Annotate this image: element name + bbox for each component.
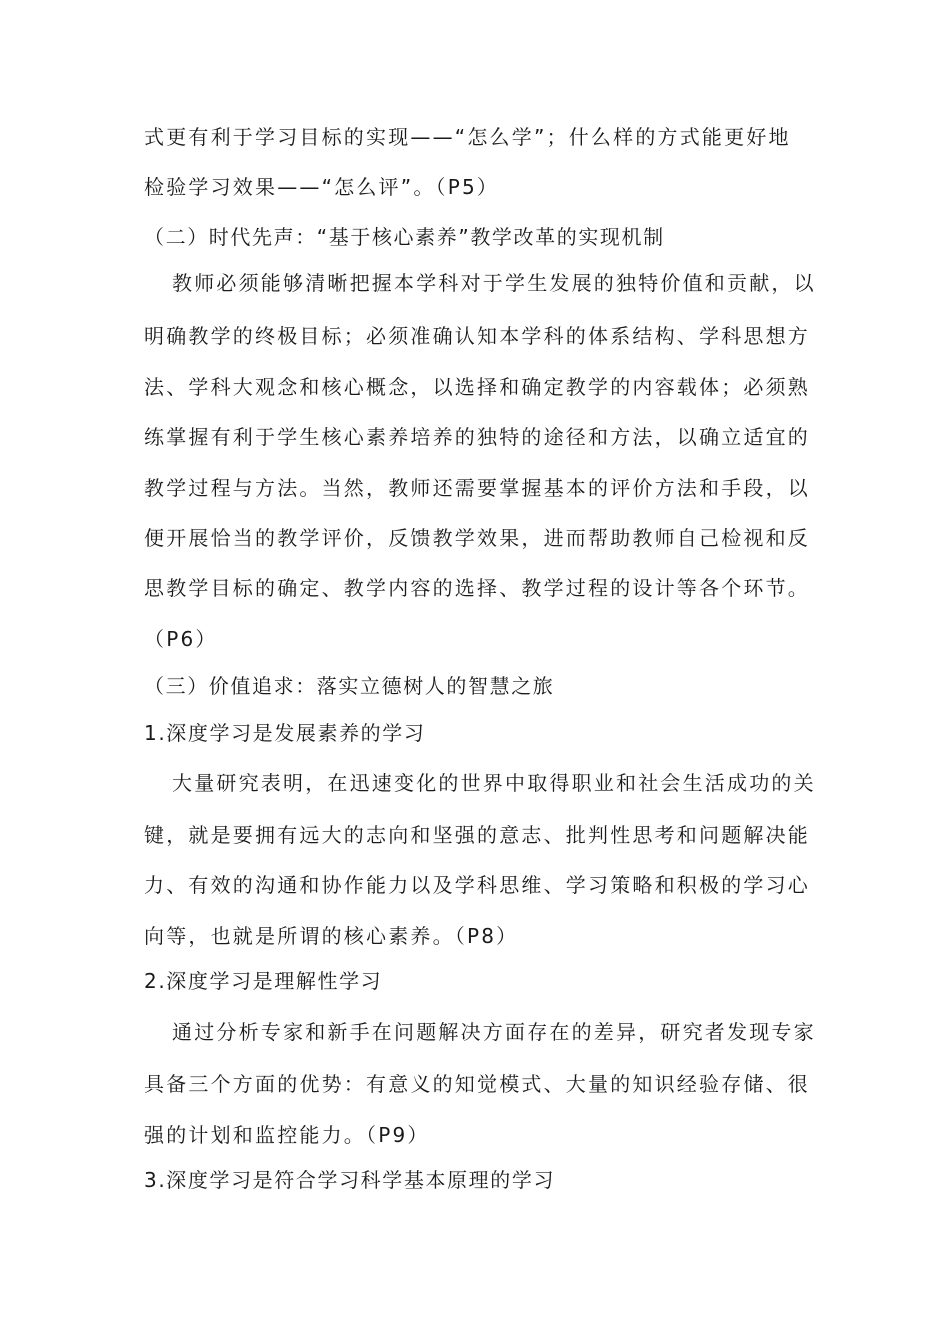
body-text-line: 键，就是要拥有远大的志向和坚强的意志、批判性思考和问题解决能 xyxy=(144,823,810,847)
body-text-line: 向等，也就是所谓的核心素养。（P8） xyxy=(144,924,519,948)
body-text-line: 大量研究表明，在迅速变化的世界中取得职业和社会生活成功的关 xyxy=(172,771,816,795)
page-reference: （P6） xyxy=(144,627,218,651)
section-heading: （二）时代先声：“基于核心素养”教学改革的实现机制 xyxy=(144,225,665,249)
body-text-line: 式更有利于学习目标的实现——“怎么学”；什么样的方式能更好地 xyxy=(144,125,791,149)
subsection-heading: 3.深度学习是符合学习科学基本原理的学习 xyxy=(144,1168,556,1192)
body-text-line: 法、学科大观念和核心概念，以选择和确定教学的内容载体；必须熟 xyxy=(144,375,810,399)
body-text-line: 强的计划和监控能力。（P9） xyxy=(144,1123,430,1147)
subsection-heading: 2.深度学习是理解性学习 xyxy=(144,969,383,993)
body-text-line: 思教学目标的确定、教学内容的选择、教学过程的设计等各个环节。 xyxy=(144,576,810,600)
body-text-line: 教学过程与方法。当然，教师还需要掌握基本的评价方法和手段，以 xyxy=(144,476,810,500)
section-heading: （三）价值追求：落实立德树人的智慧之旅 xyxy=(144,674,555,698)
body-text-line: 练掌握有利于学生核心素养培养的独特的途径和方法，以确立适宜的 xyxy=(144,425,810,449)
body-text-line: 力、有效的沟通和协作能力以及学科思维、学习策略和积极的学习心 xyxy=(144,873,810,897)
body-text-line: 明确教学的终极目标；必须准确认知本学科的体系结构、学科思想方 xyxy=(144,324,810,348)
body-text-line: 通过分析专家和新手在问题解决方面存在的差异，研究者发现专家 xyxy=(172,1020,816,1044)
body-text-line: 检验学习效果——“怎么评”。（P5） xyxy=(144,175,500,199)
body-text-line: 教师必须能够清晰把握本学科对于学生发展的独特价值和贡献，以 xyxy=(172,271,816,295)
body-text-line: 便开展恰当的教学评价，反馈教学效果，进而帮助教师自己检视和反 xyxy=(144,526,810,550)
body-text-line: 具备三个方面的优势：有意义的知觉模式、大量的知识经验存储、很 xyxy=(144,1072,810,1096)
subsection-heading: 1.深度学习是发展素养的学习 xyxy=(144,721,426,745)
